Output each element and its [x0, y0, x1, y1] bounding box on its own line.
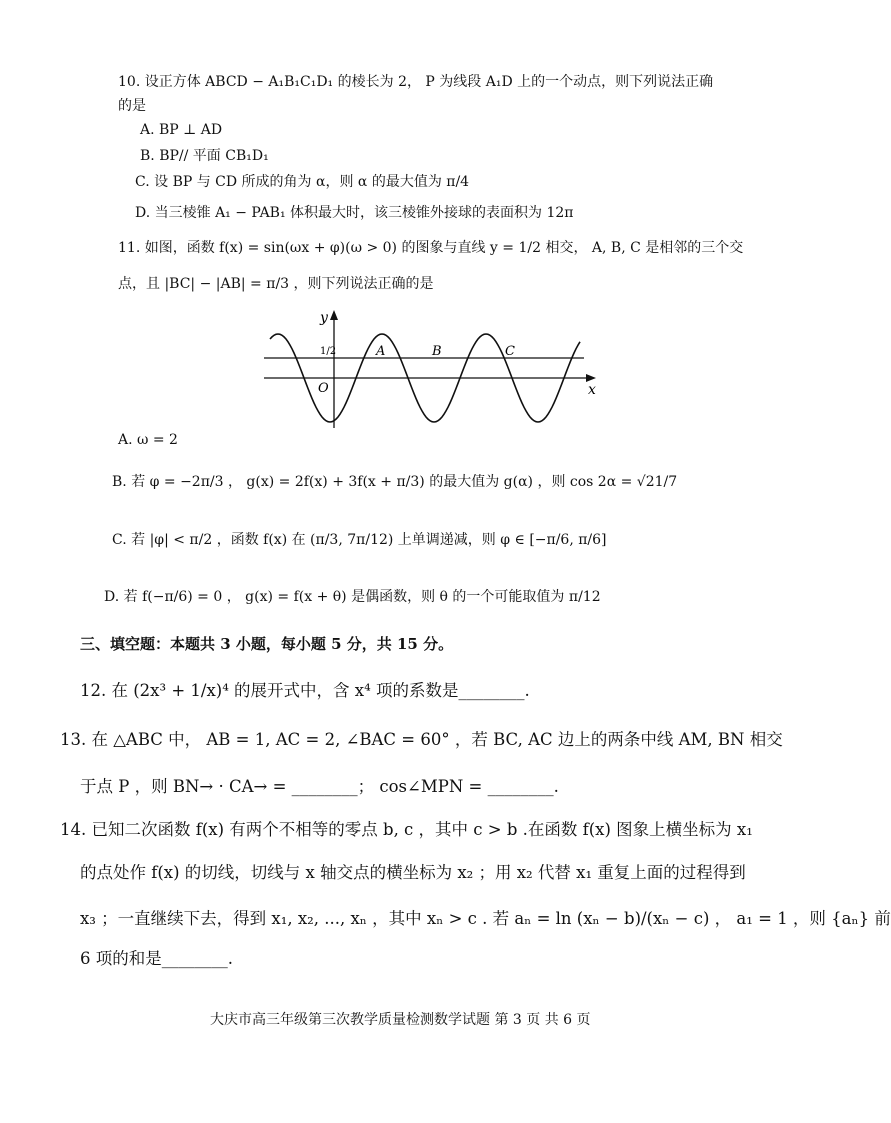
q11-option-a: A. ω = 2 — [118, 432, 178, 448]
q14-line-2: 的点处作 f(x) 的切线，切线与 x 轴交点的横坐标为 x₂ ；用 x₂ 代替 x₁ 重复上面的过程得到 — [80, 863, 746, 882]
q10-option-a: A. BP ⊥ AD — [140, 122, 223, 138]
q12-text: 12. 在 (2x³ + 1/x)⁴ 的展开式中，含 x⁴ 项的系数是________. — [80, 681, 530, 700]
q11-stem-line-1: 11. 如图，函数 f(x) = sin(ωx + φ)(ω > 0) 的图象与直线 y = 1/2 相交， A, B, C 是相邻的三个交 — [118, 240, 744, 256]
q11-option-c: C. 若 |φ| < π/2 ，函数 f(x) 在 (π/3, 7π/12) 上单调递减，则 φ ∈ [−π/6, π/6] — [112, 532, 607, 548]
q11-stem-line-2: 点，且 |BC| − |AB| = π/3 ，则下列说法正确的是 — [118, 276, 434, 292]
y-axis-label: y — [320, 310, 328, 326]
q13-line-1: 13. 在 △ABC 中， AB = 1, AC = 2, ∠BAC = 60° ，若 BC, AC 边上的两条中线 AM, BN 相交 — [60, 730, 783, 749]
half-label: 1/2 — [320, 346, 337, 357]
point-b-label: B — [432, 344, 442, 359]
q11-option-d: D. 若 f(−π/6) = 0 ， g(x) = f(x + θ) 是偶函数，则 θ 的一个可能取值为 π/12 — [104, 589, 601, 605]
q10-stem-line-1: 10. 设正方体 ABCD − A₁B₁C₁D₁ 的棱长为 2， P 为线段 A₁D 上的一个动点，则下列说法正确 — [118, 74, 714, 90]
section-3-heading: 三、填空题：本题共 3 小题，每小题 5 分，共 15 分。 — [80, 635, 454, 653]
q10-stem-line-2: 的是 — [118, 98, 146, 114]
q14-line-3: x₃ ；一直继续下去，得到 x₁, x₂, ..., xₙ ，其中 xₙ > c . 若 aₙ = ln (xₙ − b)/(xₙ − c) ， a₁ = 1 ，则 {aₙ} 前 — [80, 909, 891, 928]
origin-label: O — [318, 381, 329, 396]
q10-option-b: B. BP// 平面 CB₁D₁ — [140, 148, 269, 164]
point-a-label: A — [376, 344, 386, 359]
q10-option-d: D. 当三棱锥 A₁ − PAB₁ 体积最大时，该三棱锥外接球的表面积为 12π — [135, 205, 574, 221]
q13-line-2: 于点 P ，则 BN→ · CA→ = ________； cos∠MPN = ________. — [80, 777, 559, 796]
sine-graph — [262, 308, 602, 428]
x-axis-label: x — [588, 382, 596, 398]
q14-line-4: 6 项的和是________. — [80, 949, 233, 968]
q11-option-b: B. 若 φ = −2π/3 ， g(x) = 2f(x) + 3f(x + π/3) 的最大值为 g(α) ，则 cos 2α = √21/7 — [112, 474, 678, 490]
point-c-label: C — [505, 344, 515, 359]
q14-line-1: 14. 已知二次函数 f(x) 有两个不相等的零点 b, c ，其中 c > b .在函数 f(x) 图象上横坐标为 x₁ — [60, 820, 753, 839]
y-axis-arrow — [330, 310, 338, 320]
page-footer: 大庆市高三年级第三次教学质量检测数学试题 第 3 页 共 6 页 — [210, 1012, 591, 1028]
x-axis-arrow — [586, 374, 596, 382]
q10-option-c: C. 设 BP 与 CD 所成的角为 α，则 α 的最大值为 π/4 — [135, 174, 470, 190]
